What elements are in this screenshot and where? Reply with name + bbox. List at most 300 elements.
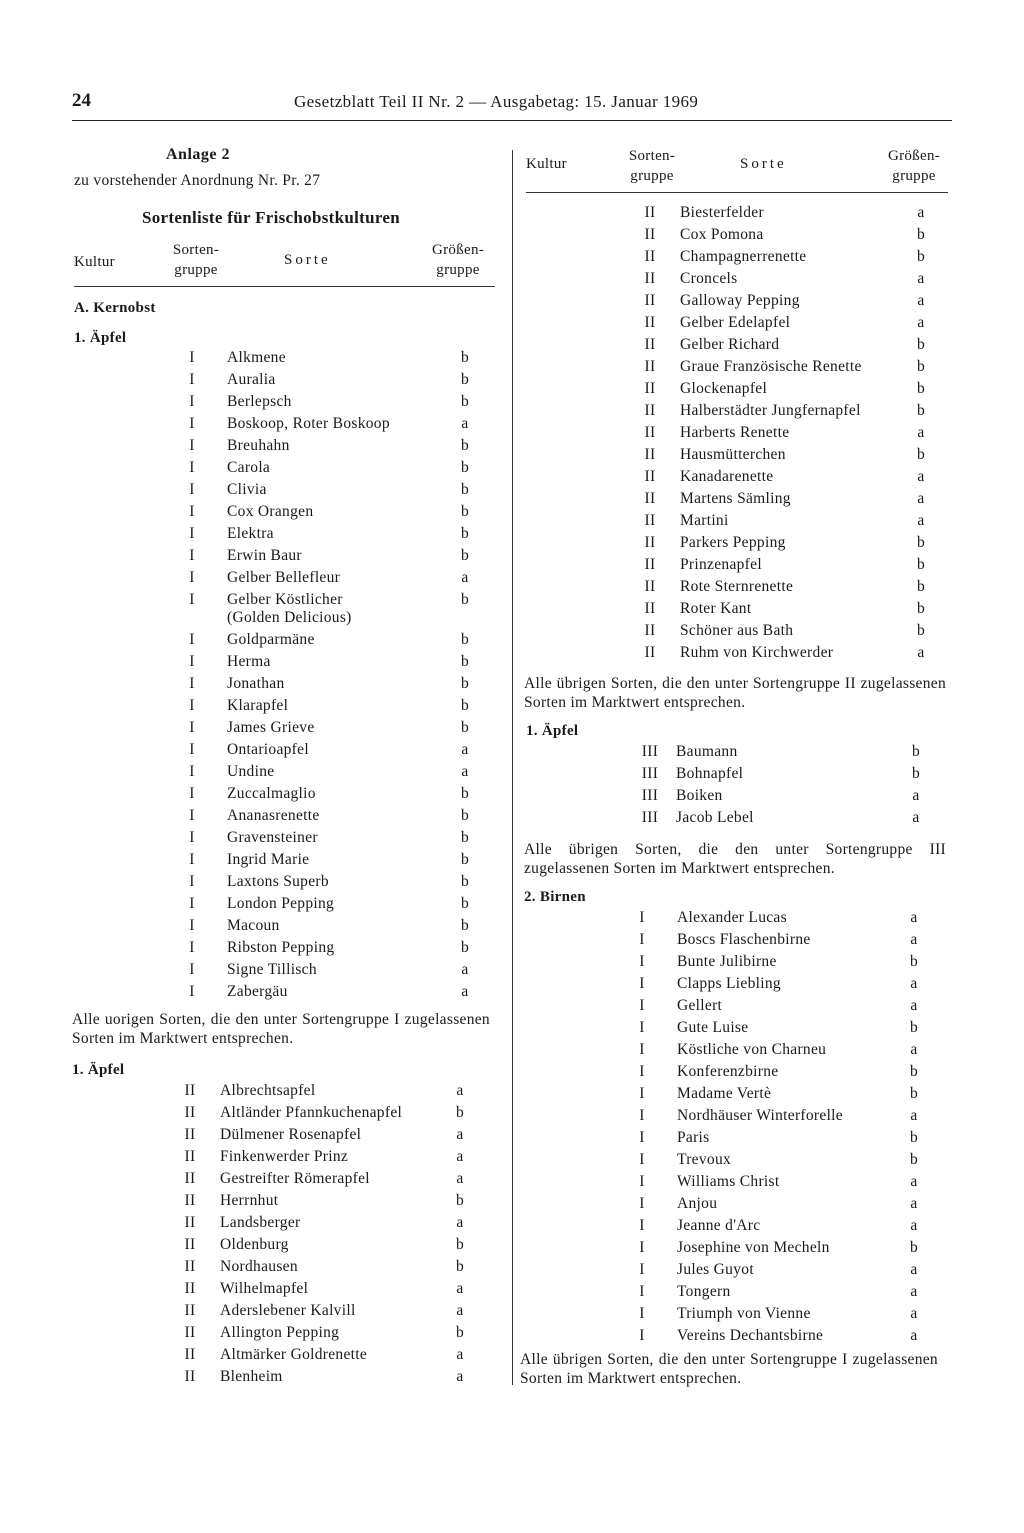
sorte-name: James Grieve bbox=[227, 719, 315, 736]
table-row bbox=[522, 400, 952, 422]
sorte-cell bbox=[677, 1239, 830, 1257]
table-row bbox=[72, 893, 497, 915]
table-row bbox=[522, 1193, 952, 1215]
sortengruppe-cell: I bbox=[189, 481, 195, 498]
sortengruppe-cell: II bbox=[184, 1148, 196, 1165]
groessengruppe-cell: b bbox=[460, 697, 470, 714]
table-row bbox=[72, 1146, 497, 1168]
groessengruppe-cell: b bbox=[916, 578, 926, 595]
sorte-cell bbox=[680, 226, 764, 244]
sorte-cell bbox=[677, 997, 722, 1015]
table-row bbox=[522, 1083, 952, 1105]
sortengruppe-cell: I bbox=[639, 1173, 645, 1190]
table-row bbox=[72, 981, 497, 1003]
sorte-name: Gravensteiner bbox=[227, 829, 318, 846]
subsection-birnen: 2. Birnen bbox=[524, 889, 586, 905]
groessengruppe-cell: b bbox=[460, 459, 470, 476]
sorte-name: Baumann bbox=[676, 743, 738, 760]
groessengruppe-cell: a bbox=[461, 763, 469, 780]
table-row bbox=[522, 763, 952, 785]
groessengruppe-cell: b bbox=[909, 1129, 919, 1146]
subsection-aepfel: 1. Äpfel bbox=[74, 330, 127, 346]
sortengruppe-cell: II bbox=[644, 490, 656, 507]
sorte-cell bbox=[680, 468, 773, 486]
table-row bbox=[522, 466, 952, 488]
sorte-name: Allington Pepping bbox=[220, 1324, 340, 1341]
table-row bbox=[72, 545, 497, 567]
sorte-cell bbox=[220, 1170, 370, 1188]
sortengruppe-cell: I bbox=[189, 697, 195, 714]
sortengruppe-cell: II bbox=[184, 1258, 196, 1275]
sortengruppe-cell: I bbox=[639, 931, 645, 948]
page-number: 24 bbox=[72, 90, 91, 111]
table-row bbox=[522, 510, 952, 532]
sorte-cell bbox=[227, 961, 317, 979]
table-row bbox=[72, 457, 497, 479]
sorte-name: Boscs Flaschenbirne bbox=[677, 931, 811, 948]
groessengruppe-cell: b bbox=[460, 675, 470, 692]
sortengruppe-cell: I bbox=[189, 939, 195, 956]
groessengruppe-cell: a bbox=[912, 787, 920, 804]
sortengruppe-cell: I bbox=[189, 851, 195, 868]
sorte-name-alt: (Golden Delicious) bbox=[227, 609, 352, 626]
sortengruppe-cell: II bbox=[644, 512, 656, 529]
sorte-name: Albrechtsapfel bbox=[220, 1082, 316, 1099]
sortengruppe-cell: I bbox=[639, 997, 645, 1014]
sorte-cell bbox=[677, 1217, 760, 1235]
sortengruppe-cell: I bbox=[189, 591, 195, 608]
table-row bbox=[72, 695, 497, 717]
sorte-name: Rote Sternrenette bbox=[680, 578, 794, 595]
sorte-cell bbox=[680, 556, 762, 574]
sorte-name: Gelber Köstlicher bbox=[227, 591, 343, 608]
sortengruppe-cell: III bbox=[641, 765, 659, 782]
table-row bbox=[522, 1061, 952, 1083]
sorte-name: Kanadarenette bbox=[680, 468, 774, 485]
groessengruppe-cell: b bbox=[460, 851, 470, 868]
sorte-name: Carola bbox=[227, 459, 271, 476]
table-row bbox=[522, 378, 952, 400]
groessengruppe-cell: a bbox=[917, 490, 925, 507]
groessengruppe-cell: a bbox=[917, 644, 925, 661]
sortengruppe-cell: II bbox=[644, 600, 656, 617]
sorte-name: Berlepsch bbox=[227, 393, 292, 410]
sorte-cell bbox=[680, 358, 862, 376]
sortengruppe-cell: I bbox=[639, 1151, 645, 1168]
sorte-cell bbox=[227, 741, 309, 759]
sorte-name: Josephine von Mecheln bbox=[677, 1239, 830, 1256]
table-row bbox=[72, 1366, 497, 1388]
sorte-cell bbox=[220, 1148, 348, 1166]
header-sortengruppe: Sorten- gruppe bbox=[628, 148, 676, 184]
note-group-3: Alle übrigen Sorten, die den unter Sortengruppe III zugelassenen Sorten im Marktwert entsprechen. bbox=[524, 841, 946, 877]
sorte-name: Cox Orangen bbox=[227, 503, 314, 520]
groessengruppe-cell: b bbox=[460, 939, 470, 956]
sorte-cell bbox=[227, 653, 271, 671]
sortengruppe-cell: I bbox=[639, 953, 645, 970]
groessengruppe-cell: b bbox=[460, 719, 470, 736]
sortengruppe-cell: I bbox=[189, 741, 195, 758]
sortengruppe-cell: I bbox=[189, 631, 195, 648]
sorte-name: Alkmene bbox=[227, 349, 286, 366]
sorte-name: Cox Pomona bbox=[680, 226, 764, 243]
sorte-cell bbox=[677, 1019, 748, 1037]
sorte-cell bbox=[677, 931, 811, 949]
groessengruppe-cell: a bbox=[461, 961, 469, 978]
sortengruppe-cell: II bbox=[184, 1214, 196, 1231]
note-pears: Alle übrigen Sorten, die den unter Sortengruppe I zugelassenen Sorten im Marktwert entsprechen. bbox=[520, 1351, 938, 1387]
groessengruppe-cell: a bbox=[456, 1280, 464, 1297]
table-row bbox=[522, 741, 952, 763]
groessengruppe-cell: a bbox=[910, 1107, 918, 1124]
sorte-name: Gelber Bellefleur bbox=[227, 569, 341, 586]
sorte-name: Alexander Lucas bbox=[677, 909, 787, 926]
sortengruppe-cell: II bbox=[644, 644, 656, 661]
table-row bbox=[72, 651, 497, 673]
sortengruppe-cell: I bbox=[639, 1019, 645, 1036]
sortengruppe-cell: I bbox=[639, 1261, 645, 1278]
sorte-name: Boskoop, Roter Boskoop bbox=[227, 415, 390, 432]
sortengruppe-cell: II bbox=[644, 402, 656, 419]
sortengruppe-cell: II bbox=[644, 270, 656, 287]
sorte-cell bbox=[220, 1324, 339, 1342]
groessengruppe-cell: a bbox=[917, 512, 925, 529]
table-row bbox=[72, 1278, 497, 1300]
groessengruppe-cell: b bbox=[460, 349, 470, 366]
sorte-name: Klarapfel bbox=[227, 697, 289, 714]
note-group-2: Alle übrigen Sorten, die den unter Sortengruppe II zugelassenen Sorten im Marktwert entsprechen. bbox=[524, 675, 946, 711]
sorte-cell bbox=[676, 765, 743, 783]
sorte-cell bbox=[227, 851, 309, 869]
table-row bbox=[522, 929, 952, 951]
groessengruppe-cell: b bbox=[909, 953, 919, 970]
table-row bbox=[72, 959, 497, 981]
groessengruppe-cell: b bbox=[916, 336, 926, 353]
table-row bbox=[72, 501, 497, 523]
table-row bbox=[522, 642, 952, 664]
sorte-name: Vereins Dechantsbirne bbox=[677, 1327, 824, 1344]
sortengruppe-cell: I bbox=[639, 1129, 645, 1146]
sorte-name: Biesterfelder bbox=[680, 204, 764, 221]
table-row bbox=[72, 937, 497, 959]
sorte-name: Anjou bbox=[677, 1195, 718, 1212]
table-row bbox=[72, 567, 497, 589]
sorte-name: Köstliche von Charneu bbox=[677, 1041, 827, 1058]
groessengruppe-cell: a bbox=[910, 1327, 918, 1344]
sorte-name: Gute Luise bbox=[677, 1019, 749, 1036]
sorte-cell bbox=[677, 1041, 826, 1059]
groessengruppe-cell: b bbox=[460, 785, 470, 802]
list-apples-group-1 bbox=[72, 347, 497, 1003]
sorte-cell bbox=[220, 1346, 367, 1364]
table-row bbox=[522, 620, 952, 642]
groessengruppe-cell: b bbox=[460, 807, 470, 824]
table-row bbox=[72, 1102, 497, 1124]
sorte-name: Hausmütterchen bbox=[680, 446, 786, 463]
sorte-cell bbox=[680, 402, 861, 420]
sortengruppe-cell: II bbox=[184, 1170, 196, 1187]
sorte-name: Nordhausen bbox=[220, 1258, 298, 1275]
sorte-name: Jules Guyot bbox=[677, 1261, 754, 1278]
table-row bbox=[72, 761, 497, 783]
groessengruppe-cell: b bbox=[460, 437, 470, 454]
sorte-cell bbox=[680, 204, 764, 222]
sorte-name: Paris bbox=[677, 1129, 710, 1146]
sorte-cell bbox=[227, 349, 286, 367]
groessengruppe-cell: a bbox=[461, 569, 469, 586]
column-divider bbox=[512, 150, 513, 1385]
table-row bbox=[72, 347, 497, 369]
groessengruppe-cell: b bbox=[460, 547, 470, 564]
sortengruppe-cell: I bbox=[189, 763, 195, 780]
sortengruppe-cell: I bbox=[639, 1305, 645, 1322]
groessengruppe-cell: b bbox=[460, 591, 470, 608]
sorte-name: Gelber Edelapfel bbox=[680, 314, 791, 331]
sorte-name: Ruhm von Kirchwerder bbox=[680, 644, 834, 661]
header-sortengruppe: Sorten- gruppe bbox=[172, 242, 220, 278]
groessengruppe-cell: a bbox=[456, 1346, 464, 1363]
table-row bbox=[522, 312, 952, 334]
sorte-cell bbox=[677, 1195, 717, 1213]
sorte-cell bbox=[680, 600, 751, 618]
sorte-cell bbox=[220, 1368, 283, 1386]
sorte-cell bbox=[677, 953, 777, 971]
header-kultur: Kultur bbox=[526, 156, 567, 172]
sortengruppe-cell: II bbox=[184, 1302, 196, 1319]
table-row bbox=[522, 268, 952, 290]
subsection-aepfel: 1. Äpfel bbox=[72, 1062, 125, 1078]
sorte-cell bbox=[680, 622, 793, 640]
table-row bbox=[522, 1215, 952, 1237]
groessengruppe-cell: b bbox=[916, 358, 926, 375]
sorte-cell bbox=[680, 314, 790, 332]
sortengruppe-cell: II bbox=[644, 578, 656, 595]
sorte-cell bbox=[677, 1129, 710, 1147]
table-row bbox=[72, 479, 497, 501]
sortengruppe-cell: I bbox=[189, 895, 195, 912]
sorte-name: Ananasrenette bbox=[227, 807, 320, 824]
sorte-name: Martini bbox=[680, 512, 729, 529]
sorte-cell bbox=[680, 380, 767, 398]
sorte-name: Undine bbox=[227, 763, 275, 780]
sortengruppe-cell: II bbox=[644, 556, 656, 573]
table-row bbox=[522, 1325, 952, 1347]
sorte-name: Galloway Pepping bbox=[680, 292, 800, 309]
sorte-name: Oldenburg bbox=[220, 1236, 289, 1253]
sortengruppe-cell: I bbox=[189, 917, 195, 934]
table-row bbox=[522, 576, 952, 598]
sortengruppe-cell: II bbox=[644, 204, 656, 221]
sorte-name: Aderslebener Kalvill bbox=[220, 1302, 356, 1319]
groessengruppe-cell: a bbox=[917, 292, 925, 309]
sortengruppe-cell: II bbox=[644, 358, 656, 375]
table-row bbox=[522, 488, 952, 510]
sorte-name: Clivia bbox=[227, 481, 267, 498]
groessengruppe-cell: a bbox=[910, 975, 918, 992]
list-pears bbox=[522, 907, 952, 1347]
groessengruppe-cell: b bbox=[916, 226, 926, 243]
groessengruppe-cell: a bbox=[456, 1302, 464, 1319]
groessengruppe-cell: b bbox=[916, 446, 926, 463]
table-row bbox=[522, 995, 952, 1017]
sorte-name: Ingrid Marie bbox=[227, 851, 310, 868]
sorte-name: Boiken bbox=[676, 787, 723, 804]
sortengruppe-cell: II bbox=[184, 1280, 196, 1297]
groessengruppe-cell: a bbox=[910, 1217, 918, 1234]
sortengruppe-cell: I bbox=[189, 371, 195, 388]
sorte-cell bbox=[227, 503, 313, 521]
sorte-name: Zabergäu bbox=[227, 983, 288, 1000]
groessengruppe-cell: a bbox=[910, 931, 918, 948]
groessengruppe-cell: b bbox=[909, 1063, 919, 1080]
sorte-cell bbox=[227, 785, 316, 803]
sortengruppe-cell: I bbox=[639, 909, 645, 926]
groessengruppe-cell: b bbox=[460, 917, 470, 934]
groessengruppe-cell: a bbox=[456, 1170, 464, 1187]
sortengruppe-cell: I bbox=[639, 1107, 645, 1124]
sortengruppe-cell: I bbox=[189, 829, 195, 846]
table-row bbox=[522, 1237, 952, 1259]
sorte-cell bbox=[677, 1261, 754, 1279]
sortengruppe-cell: I bbox=[189, 653, 195, 670]
table-row bbox=[522, 1281, 952, 1303]
table-row bbox=[522, 1127, 952, 1149]
groessengruppe-cell: b bbox=[460, 481, 470, 498]
table-row bbox=[72, 1190, 497, 1212]
groessengruppe-cell: b bbox=[909, 1239, 919, 1256]
sorte-cell bbox=[227, 415, 390, 433]
sorte-name: Jeanne d'Arc bbox=[677, 1217, 761, 1234]
table-row bbox=[522, 1039, 952, 1061]
sorte-cell bbox=[677, 1305, 811, 1323]
table-row bbox=[72, 1080, 497, 1102]
sorte-name: Prinzenapfel bbox=[680, 556, 762, 573]
sorte-name: Herrnhut bbox=[220, 1192, 279, 1209]
table-row bbox=[522, 290, 952, 312]
sorte-name: Gestreifter Römerapfel bbox=[220, 1170, 370, 1187]
sorte-cell bbox=[220, 1280, 308, 1298]
sorte-name: Macoun bbox=[227, 917, 280, 934]
document-title: Sortenliste für Frischobstkulturen bbox=[142, 208, 400, 227]
groessengruppe-cell: b bbox=[460, 371, 470, 388]
table-row bbox=[72, 523, 497, 545]
sorte-cell bbox=[227, 371, 276, 389]
sorte-cell bbox=[680, 644, 833, 662]
table-row bbox=[72, 871, 497, 893]
groessengruppe-cell: b bbox=[455, 1324, 465, 1341]
sorte-name: Trevoux bbox=[677, 1151, 732, 1168]
sorte-name: Dülmener Rosenapfel bbox=[220, 1126, 362, 1143]
sorte-cell bbox=[677, 1063, 778, 1081]
anlage-subtitle: zu vorstehender Anordnung Nr. Pr. 27 bbox=[74, 172, 321, 189]
subsection-aepfel: 1. Äpfel bbox=[526, 723, 579, 739]
sortengruppe-cell: II bbox=[644, 622, 656, 639]
sorte-name: Roter Kant bbox=[680, 600, 752, 617]
table-row bbox=[522, 422, 952, 444]
groessengruppe-cell: b bbox=[455, 1192, 465, 1209]
table-row bbox=[72, 1344, 497, 1366]
groessengruppe-cell: a bbox=[917, 270, 925, 287]
groessengruppe-cell: b bbox=[460, 503, 470, 520]
sortengruppe-cell: II bbox=[184, 1368, 196, 1385]
sorte-name: Elektra bbox=[227, 525, 274, 542]
table-row bbox=[72, 849, 497, 871]
sorte-name: Erwin Baur bbox=[227, 547, 302, 564]
sorte-name: Ontarioapfel bbox=[227, 741, 309, 758]
sortengruppe-cell: I bbox=[189, 459, 195, 476]
sorte-name: Herma bbox=[227, 653, 271, 670]
sortengruppe-cell: I bbox=[189, 503, 195, 520]
sorte-cell bbox=[227, 763, 274, 781]
sortengruppe-cell: I bbox=[189, 983, 195, 1000]
sortengruppe-cell: I bbox=[639, 1041, 645, 1058]
table-row bbox=[72, 369, 497, 391]
sortengruppe-cell: I bbox=[639, 1195, 645, 1212]
table-row bbox=[72, 1234, 497, 1256]
sorte-cell bbox=[227, 481, 267, 499]
sorte-name: Champagnerrenette bbox=[680, 248, 807, 265]
sorte-cell bbox=[220, 1082, 315, 1100]
groessengruppe-cell: a bbox=[910, 1305, 918, 1322]
table-row bbox=[522, 951, 952, 973]
sortengruppe-cell: I bbox=[639, 1239, 645, 1256]
groessengruppe-cell: b bbox=[916, 534, 926, 551]
sorte-cell bbox=[677, 1085, 771, 1103]
table-row bbox=[522, 1259, 952, 1281]
table-row bbox=[72, 413, 497, 435]
table-row bbox=[72, 1124, 497, 1146]
header-kultur: Kultur bbox=[74, 254, 115, 270]
sortengruppe-cell: I bbox=[189, 807, 195, 824]
sortengruppe-cell: II bbox=[644, 534, 656, 551]
groessengruppe-cell: b bbox=[916, 622, 926, 639]
sorte-cell bbox=[677, 1107, 843, 1125]
sorte-cell bbox=[676, 787, 723, 805]
table-row bbox=[72, 739, 497, 761]
table-row bbox=[72, 805, 497, 827]
groessengruppe-cell: b bbox=[916, 556, 926, 573]
table-row bbox=[522, 1171, 952, 1193]
sortengruppe-cell: II bbox=[184, 1236, 196, 1253]
table-row bbox=[72, 1322, 497, 1344]
groessengruppe-cell: b bbox=[460, 829, 470, 846]
table-row bbox=[72, 1168, 497, 1190]
sorte-cell bbox=[680, 534, 786, 552]
sortengruppe-cell: I bbox=[189, 675, 195, 692]
sortengruppe-cell: II bbox=[644, 248, 656, 265]
sortengruppe-cell: II bbox=[184, 1082, 196, 1099]
sorte-cell bbox=[227, 631, 315, 649]
sorte-name: Gelber Richard bbox=[680, 336, 780, 353]
groessengruppe-cell: a bbox=[910, 1283, 918, 1300]
sorte-name: Ribston Pepping bbox=[227, 939, 335, 956]
sorte-cell bbox=[227, 895, 334, 913]
groessengruppe-cell: b bbox=[460, 525, 470, 542]
groessengruppe-cell: a bbox=[917, 204, 925, 221]
table-row bbox=[522, 224, 952, 246]
sortengruppe-cell: II bbox=[644, 314, 656, 331]
sorte-cell bbox=[680, 270, 738, 288]
sorte-name: Schöner aus Bath bbox=[680, 622, 794, 639]
groessengruppe-cell: a bbox=[456, 1126, 464, 1143]
sorte-name: Halberstädter Jungfernapfel bbox=[680, 402, 861, 419]
sorte-name: Zuccalmaglio bbox=[227, 785, 316, 802]
table-row bbox=[522, 356, 952, 378]
sorte-cell bbox=[227, 939, 334, 957]
groessengruppe-cell: b bbox=[460, 631, 470, 648]
table-row bbox=[522, 807, 952, 829]
sorte-cell bbox=[227, 591, 352, 627]
